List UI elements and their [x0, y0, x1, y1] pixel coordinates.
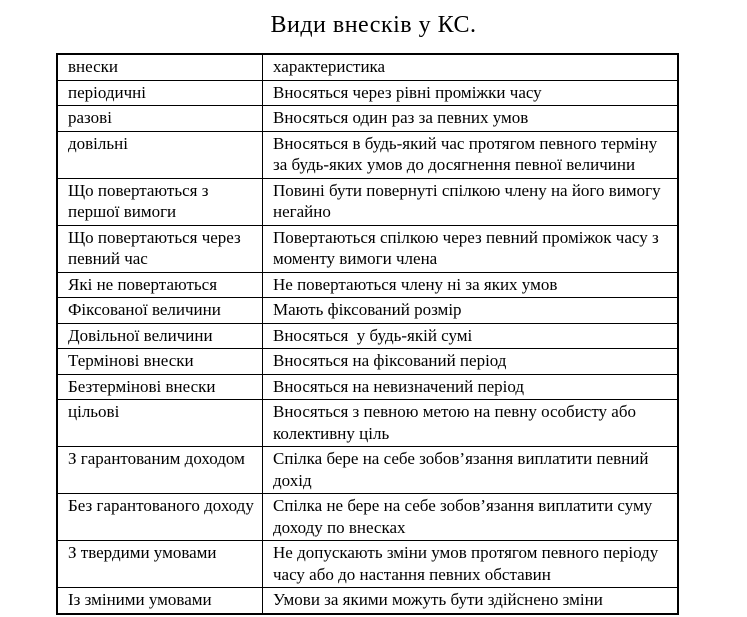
description-cell: Вносяться на фіксований період — [263, 349, 679, 375]
table-row — [57, 106, 678, 132]
type-cell: Які не повертаються — [57, 272, 263, 298]
table-row — [57, 131, 678, 178]
type-cell: Термінові внески — [57, 349, 263, 375]
table-header-row — [57, 54, 678, 80]
table-row — [57, 349, 678, 375]
table-row — [57, 541, 678, 588]
description-cell: Мають фіксований розмір — [263, 298, 679, 324]
table-row — [57, 588, 678, 614]
table-row — [57, 494, 678, 541]
type-cell: З твердими умовами — [57, 541, 263, 588]
description-cell: Вносяться на невизначений період — [263, 374, 679, 400]
page-title: Види внесків у КС. — [270, 12, 477, 38]
description-cell: Вносяться в будь-який час протягом певного терміну за будь-яких умов до досягнення певної величини — [263, 131, 679, 178]
description-cell: Спілка бере на себе зобов’язання виплатити певний дохід — [263, 447, 679, 494]
description-cell: Вносяться з певною метою на певну особисту або колективну ціль — [263, 400, 679, 447]
type-cell: довільні — [57, 131, 263, 178]
description-cell: Повертаються спілкою через певний проміжок часу з моменту вимоги члена — [263, 225, 679, 272]
description-cell: Не допускають зміни умов протягом певного періоду часу або до настання певних обставин — [263, 541, 679, 588]
description-cell: Спілка не бере на себе зобов’язання виплатити суму доходу по внесках — [263, 494, 679, 541]
description-cell: Умови за якими можуть бути здійснено зміни — [263, 588, 679, 614]
description-cell: Вносяться один раз за певних умов — [263, 106, 679, 132]
description-cell: Не повертаються члену ні за яких умов — [263, 272, 679, 298]
type-cell: разові — [57, 106, 263, 132]
table-row — [57, 225, 678, 272]
header-cell-characteristic: характеристика — [263, 54, 679, 80]
table-row — [57, 80, 678, 106]
type-cell: Із зміними умовами — [57, 588, 263, 614]
table-row — [57, 323, 678, 349]
description-cell: Вносяться у будь-якій сумі — [263, 323, 679, 349]
table-row — [57, 298, 678, 324]
header-cell-type: внески — [57, 54, 263, 80]
type-cell: Довільної величини — [57, 323, 263, 349]
table-row — [57, 447, 678, 494]
type-cell: періодичні — [57, 80, 263, 106]
type-cell: Що повертаються через певний час — [57, 225, 263, 272]
table-row — [57, 272, 678, 298]
type-cell: Безтермінові внески — [57, 374, 263, 400]
type-cell: Без гарантованого доходу — [57, 494, 263, 541]
description-cell: Вносяться через рівні проміжки часу — [263, 80, 679, 106]
type-cell: цільові — [57, 400, 263, 447]
description-cell: Повині бути повернуті спілкою члену на його вимогу негайно — [263, 178, 679, 225]
type-cell: Що повертаються з першої вимоги — [57, 178, 263, 225]
table-row — [57, 374, 678, 400]
type-cell: Фіксованої величини — [57, 298, 263, 324]
contribution-types-table — [56, 53, 679, 615]
table-row — [57, 178, 678, 225]
table-row — [57, 400, 678, 447]
type-cell: З гарантованим доходом — [57, 447, 263, 494]
